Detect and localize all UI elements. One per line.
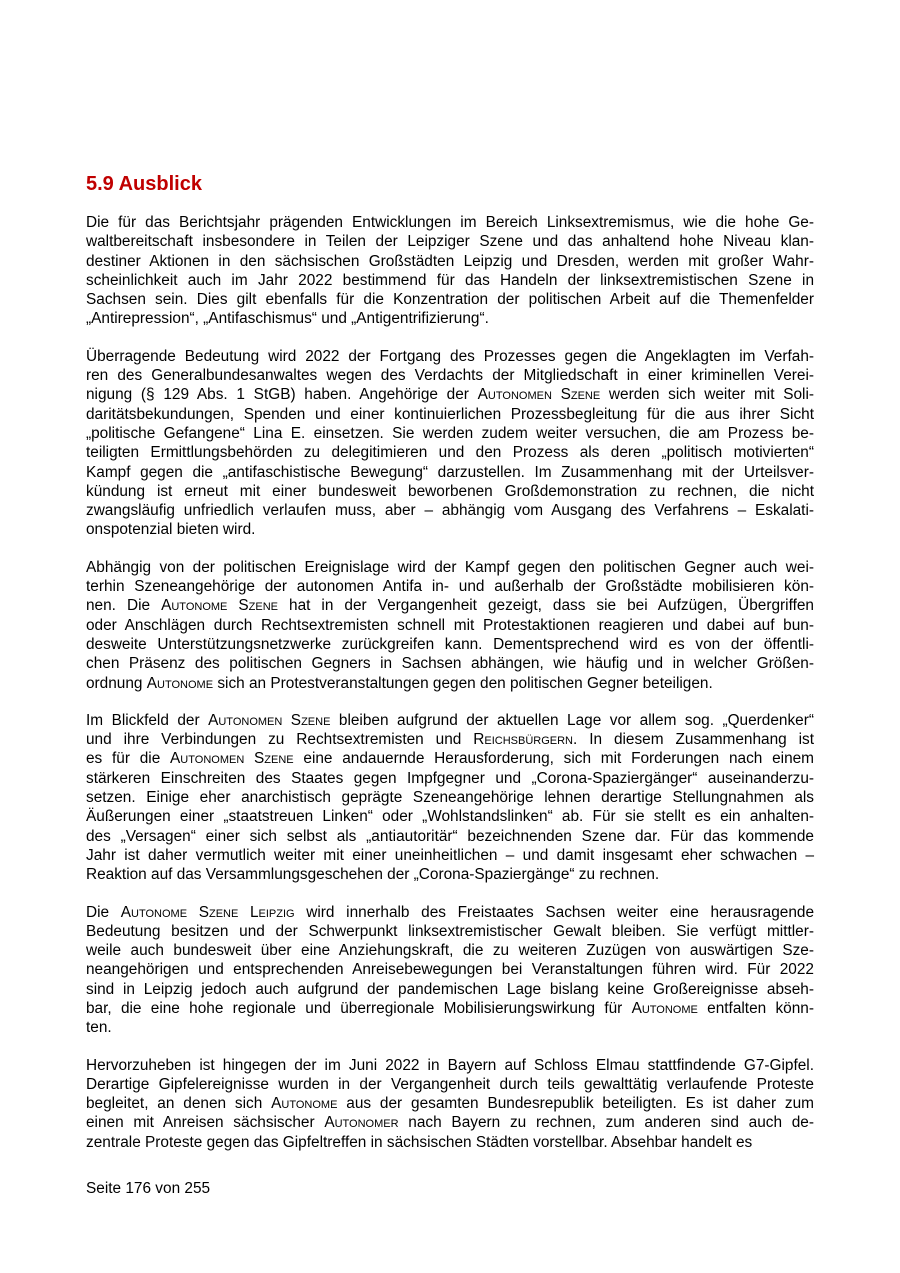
text-segment: „politische Gefangene“ Lina E. einsetzen. Sie werden zudem weiter versuchen, die am Prozess be- — [86, 424, 814, 442]
paragraph — [86, 558, 814, 693]
text-segment: „Antirepression“, „Antifaschismus“ und „Antigentrifizierung“. — [86, 310, 489, 328]
text-line — [86, 1094, 814, 1113]
text-segment: Äußerungen einer „staatstreuen Linken“ oder „Wohlstandslinken“ ab. Für sie stellt es ein anhalten- — [86, 808, 814, 826]
term-small-caps: Autonome — [146, 674, 214, 692]
text-segment: hat in der Vergangenheit gezeigt, dass sie bei Aufzügen, Übergriffen — [278, 597, 814, 615]
text-segment: Jahr ist daher vermutlich weiter mit einer uneinheitlichen – und damit insgesamt eher schwachen – — [86, 846, 814, 864]
term-small-caps: Autonome — [271, 1095, 338, 1113]
text-line — [86, 501, 814, 520]
text-segment: sich an Protestveranstaltungen gegen den politischen Gegner beteiligen. — [213, 674, 713, 692]
page-footer: Seite 176 von 255 — [86, 1180, 211, 1197]
text-segment: onspotenzial bieten wird. — [86, 521, 256, 539]
text-segment: bleiben aufgrund der aktuellen Lage vor allem sog. „Querdenker“ — [330, 711, 814, 729]
text-line — [86, 827, 814, 846]
text-line — [86, 903, 814, 922]
text-line — [86, 443, 814, 462]
text-segment: Die für das Berichtsjahr prägenden Entwicklungen im Bereich Linksextremismus, wie die hohe Ge- — [86, 214, 814, 231]
text-segment: ten. — [86, 1019, 112, 1037]
text-line — [86, 1056, 814, 1075]
text-segment: teiligten Ermittlungsbehörden zu delegitimieren und den Prozess als deren „politisch motivierten“ — [86, 444, 814, 462]
text-line — [86, 366, 814, 385]
text-segment: es für die — [86, 750, 171, 768]
text-segment: daritätsbekundungen, Spenden und einer kontinuierlichen Prozessbegleitung für die aus ihrer Sicht — [86, 405, 814, 423]
text-segment: scheinlichkeit auch im Jahr 2022 bestimmend für das Handeln der linksextremistischen Szene in — [86, 271, 814, 289]
text-segment: ordnung — [86, 674, 147, 692]
text-segment: zentrale Proteste gegen das Gipfeltreffen in sächsischen Städten vorstellbar. Absehbar handelt es — [86, 1133, 753, 1151]
text-segment: des „Versagen“ einer sich selbst als „antiautoritär“ bezeichnenden Szene dar. Für das kommende — [86, 827, 814, 845]
paragraph — [86, 213, 814, 329]
term-small-caps: Autonomen Szene — [477, 386, 601, 404]
text-segment: wird innerhalb des Freistaates Sachsen weiter eine herausragende — [294, 903, 814, 921]
text-line — [86, 1113, 814, 1132]
term-small-caps: Reichsbürgern — [473, 731, 573, 749]
text-segment: werden sich weiter mit Soli- — [600, 386, 815, 404]
text-segment: ren des Generalbundesanwaltes wegen des Verdachts der Mitgliedschaft in einer kriminellen Verei- — [86, 367, 814, 385]
text-segment: Kampf gegen die „antifaschistische Bewegung“ darzustellen. Im Zusammenhang mit der Urteilsver- — [86, 463, 814, 481]
text-segment: zwangsläufig unfriedlich verlaufen muss, aber – abhängig vom Ausgang des Verfahrens – Eskalati- — [86, 502, 814, 520]
text-line — [86, 999, 814, 1018]
text-line — [86, 769, 814, 788]
text-line — [86, 290, 814, 309]
text-line — [86, 482, 814, 501]
text-segment: waltbereitschaft insbesondere in Teilen der Leipziger Szene und das anhaltend hohe Niveau klan- — [86, 233, 814, 251]
text-line — [86, 558, 814, 577]
term-small-caps: Autonomer — [324, 1114, 399, 1132]
text-segment: weile auch bundesweit über eine Anziehungskraft, die zu weiteren Zuzügen von auswärtigen Sze- — [86, 942, 814, 960]
text-line — [86, 846, 814, 865]
text-line — [86, 788, 814, 807]
text-line — [86, 520, 814, 539]
text-segment: eine andauernde Herausforderung, sich mit Forderungen nach einem — [293, 750, 815, 768]
term-small-caps: Autonome — [631, 999, 698, 1017]
text-segment: stärkeren Einschreiten des Staates gegen Impfgegner und „Corona-Spaziergänger“ auseinanderzu- — [86, 769, 814, 787]
text-segment: und ihre Verbindungen zu Rechtsextremisten und — [86, 731, 474, 749]
text-line — [86, 960, 814, 979]
text-line — [86, 577, 814, 596]
text-segment: einen mit Anreisen sächsischer — [86, 1114, 325, 1132]
text-segment: begleitet, an denen sich — [86, 1095, 272, 1113]
text-line — [86, 424, 814, 443]
text-line — [86, 941, 814, 960]
text-line — [86, 271, 814, 290]
text-line — [86, 1018, 814, 1037]
text-segment: nach Bayern zu rechnen, zum anderen sind auch de- — [398, 1114, 814, 1132]
text-segment: Überragende Bedeutung wird 2022 der Fortgang des Prozesses gegen die Angeklagten im Verfah- — [86, 347, 814, 365]
text-segment: Reaktion auf das Versammlungsgeschehen der „Corona-Spaziergänge“ zu rechnen. — [86, 866, 660, 884]
paragraph — [86, 903, 814, 1038]
text-line — [86, 635, 814, 654]
text-segment: oder Anschlägen durch Rechtsextremisten schnell mit Protestaktionen reagieren und dabei auf bun- — [86, 616, 814, 634]
text-line — [86, 749, 814, 768]
text-segment: Abhängig von der politischen Ereignislage wird der Kampf gegen den politischen Gegner auch wei- — [86, 558, 814, 576]
paragraph — [86, 347, 814, 540]
text-segment: Bedeutung besitzen und der Schwerpunkt linksextremistischer Gewalt bleiben. Sie verfügt mittler- — [86, 922, 814, 940]
term-small-caps: Autonome Szene Leipzig — [120, 903, 295, 921]
text-segment: nigung (§ 129 Abs. 1 StGB) haben. Angehörige der — [86, 386, 478, 404]
text-segment: Die — [86, 903, 121, 921]
text-segment: desweite Unterstützungsnetzwerke zurückgreifen kann. Dementsprechend wird es von der öffentli- — [86, 635, 814, 653]
text-segment: Derartige Gipfelereignisse wurden in der Vergangenheit durch teils gewalttätig verlaufende Proteste — [86, 1075, 814, 1093]
text-line — [86, 711, 814, 730]
text-segment: nen. Die — [86, 597, 162, 615]
text-line — [86, 252, 814, 271]
section-heading: 5.9 Ausblick — [86, 173, 202, 195]
term-small-caps: Autonomen Szene — [208, 711, 331, 729]
text-line — [86, 1133, 814, 1152]
text-line — [86, 654, 814, 673]
text-line — [86, 865, 814, 884]
text-line — [86, 616, 814, 635]
text-segment: setzen. Einige eher anarchistisch geprägte Szeneangehörige lehnen derartige Stellungnahmen als — [86, 789, 814, 807]
text-segment: aus der gesamten Bundesrepublik beteiligten. Es ist daher zum — [337, 1095, 814, 1113]
text-line — [86, 213, 814, 232]
body-text — [86, 213, 814, 1170]
paragraph — [86, 1056, 814, 1152]
text-segment: sind in Leipzig jedoch auch aufgrund der pandemischen Lage bislang keine Großereignisse abseh- — [86, 980, 814, 998]
text-segment: terhin Szeneangehörige der autonomen Antifa in- und außerhalb der Großstädte mobilisieren kön- — [86, 578, 814, 596]
text-segment: . In diesem Zusammenhang ist — [573, 731, 815, 749]
text-line — [86, 232, 814, 251]
text-line — [86, 596, 814, 615]
text-line — [86, 730, 814, 749]
paragraph — [86, 711, 814, 885]
term-small-caps: Autonomen Szene — [170, 750, 294, 768]
text-segment: neangehörigen und entsprechenden Anreisebewegungen bei Veranstaltungen führen wird. Für 2022 — [86, 961, 814, 979]
text-line — [86, 807, 814, 826]
text-line — [86, 385, 814, 404]
text-segment: Hervorzuheben ist hingegen der im Juni 2022 in Bayern auf Schloss Elmau stattfindende G7-Gipfel. — [86, 1056, 814, 1074]
text-segment: entfalten könn- — [697, 999, 814, 1017]
text-segment: Sachsen sein. Dies gilt ebenfalls für die Konzentration der politischen Arbeit auf die Themenfelder — [86, 291, 814, 309]
text-line — [86, 347, 814, 366]
text-line — [86, 1075, 814, 1094]
text-line — [86, 463, 814, 482]
text-segment: Im Blickfeld der — [86, 711, 209, 729]
text-line — [86, 405, 814, 424]
text-line — [86, 980, 814, 999]
text-line — [86, 309, 814, 328]
text-segment: chen Präsenz des politischen Gegners in Sachsen abhängen, wie häufig und in welcher Größen- — [86, 655, 814, 673]
text-segment: bar, die eine hohe regionale und überregionale Mobilisierungswirkung für — [86, 999, 632, 1017]
term-small-caps: Autonome Szene — [161, 597, 278, 615]
text-line — [86, 674, 814, 693]
text-segment: kündung ist erneut mit einer bundesweit beworbenen Großdemonstration zu rechnen, die nicht — [86, 482, 814, 500]
text-line — [86, 922, 814, 941]
text-segment: destiner Aktionen in den sächsischen Großstädten Leipzig und Dresden, werden mit großer Wahr- — [86, 252, 814, 270]
